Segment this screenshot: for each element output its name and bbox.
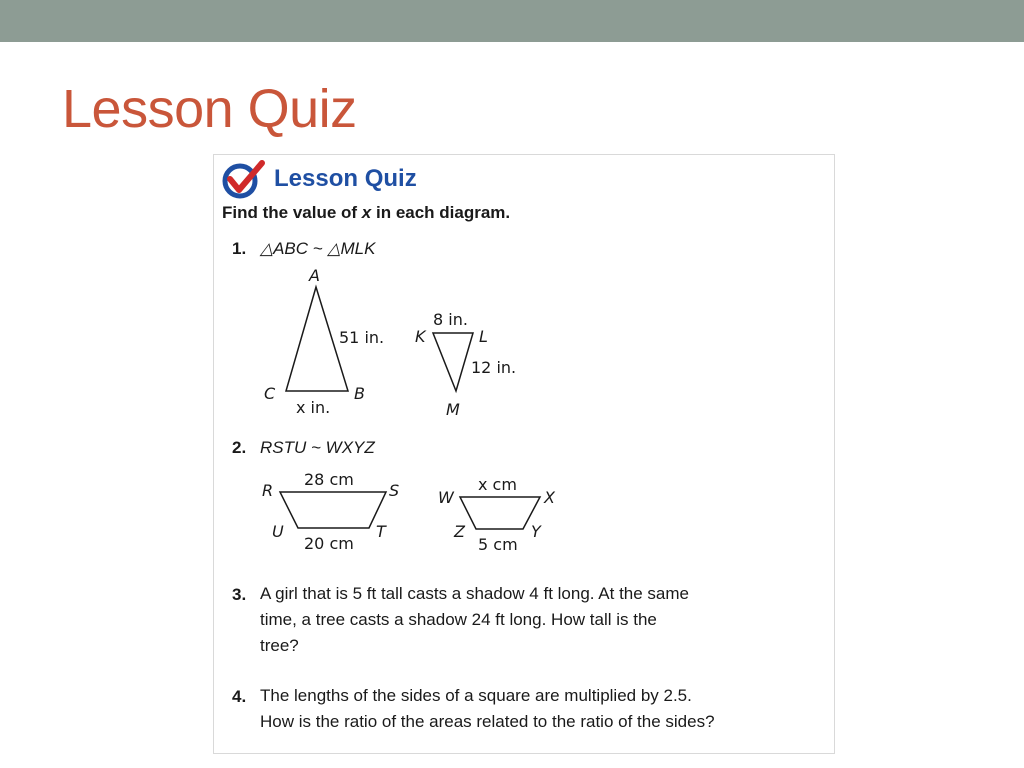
vertex-label-b: B xyxy=(354,384,365,403)
problem-3-line: time, a tree casts a shadow 24 ft long. How tall is the xyxy=(260,610,657,629)
problem-3-line: tree? xyxy=(260,636,299,655)
problem-4-line: The lengths of the sides of a square are multiplied by 2.5. xyxy=(260,686,692,705)
side-label-lm: 12 in. xyxy=(471,358,517,377)
problem-3-text xyxy=(260,581,689,659)
side-label-rs: 28 cm xyxy=(304,470,354,489)
vertex-label-x: X xyxy=(544,488,555,507)
vertex-label-a: A xyxy=(309,266,320,285)
instructions-suffix: in each diagram. xyxy=(371,203,511,222)
side-label-kl: 8 in. xyxy=(433,310,468,329)
side-label-ab: 51 in. xyxy=(339,328,385,347)
vertex-label-t: T xyxy=(376,522,386,541)
trapezoid-rstu xyxy=(280,492,386,528)
vertex-label-r: R xyxy=(262,481,274,500)
lesson-quiz-image xyxy=(213,154,835,754)
vertex-label-s: S xyxy=(389,481,400,500)
vertex-label-u: U xyxy=(272,522,284,541)
quiz-header-title: Lesson Quiz xyxy=(274,165,417,192)
problem-3-number: 3. xyxy=(232,585,247,604)
problem-4-text xyxy=(260,683,715,735)
problem-2-statement: RSTU ~ WXYZ xyxy=(260,438,375,457)
top-banner-bar xyxy=(0,0,1024,42)
vertex-label-w: W xyxy=(438,488,454,507)
vertex-label-l: L xyxy=(479,327,488,346)
instructions-variable: x xyxy=(361,203,372,222)
slide-title: Lesson Quiz xyxy=(62,79,357,139)
problem-2-diagram xyxy=(214,155,834,753)
side-label-wx: x cm xyxy=(478,475,517,494)
vertex-label-z: Z xyxy=(454,522,465,541)
problem-1-number: 1. xyxy=(232,239,247,258)
vertex-label-m: M xyxy=(446,400,460,419)
instructions-prefix: Find the value of xyxy=(222,203,362,222)
vertex-label-k: K xyxy=(415,327,426,346)
side-label-cb: x in. xyxy=(296,398,331,417)
problem-1-statement: △ABC ~ △MLK xyxy=(260,239,376,258)
problem-2-number: 2. xyxy=(232,438,247,457)
problem-4-number: 4. xyxy=(232,687,247,706)
vertex-label-y: Y xyxy=(531,522,541,541)
side-label-ut: 20 cm xyxy=(304,534,354,553)
vertex-label-c: C xyxy=(264,384,276,403)
problem-3-line: A girl that is 5 ft tall casts a shadow 4 ft long. At the same xyxy=(260,584,690,603)
side-label-zy: 5 cm xyxy=(478,535,518,554)
trapezoid-wxyz xyxy=(460,497,540,529)
problem-4-line: How is the ratio of the areas related to the ratio of the sides? xyxy=(260,712,715,731)
